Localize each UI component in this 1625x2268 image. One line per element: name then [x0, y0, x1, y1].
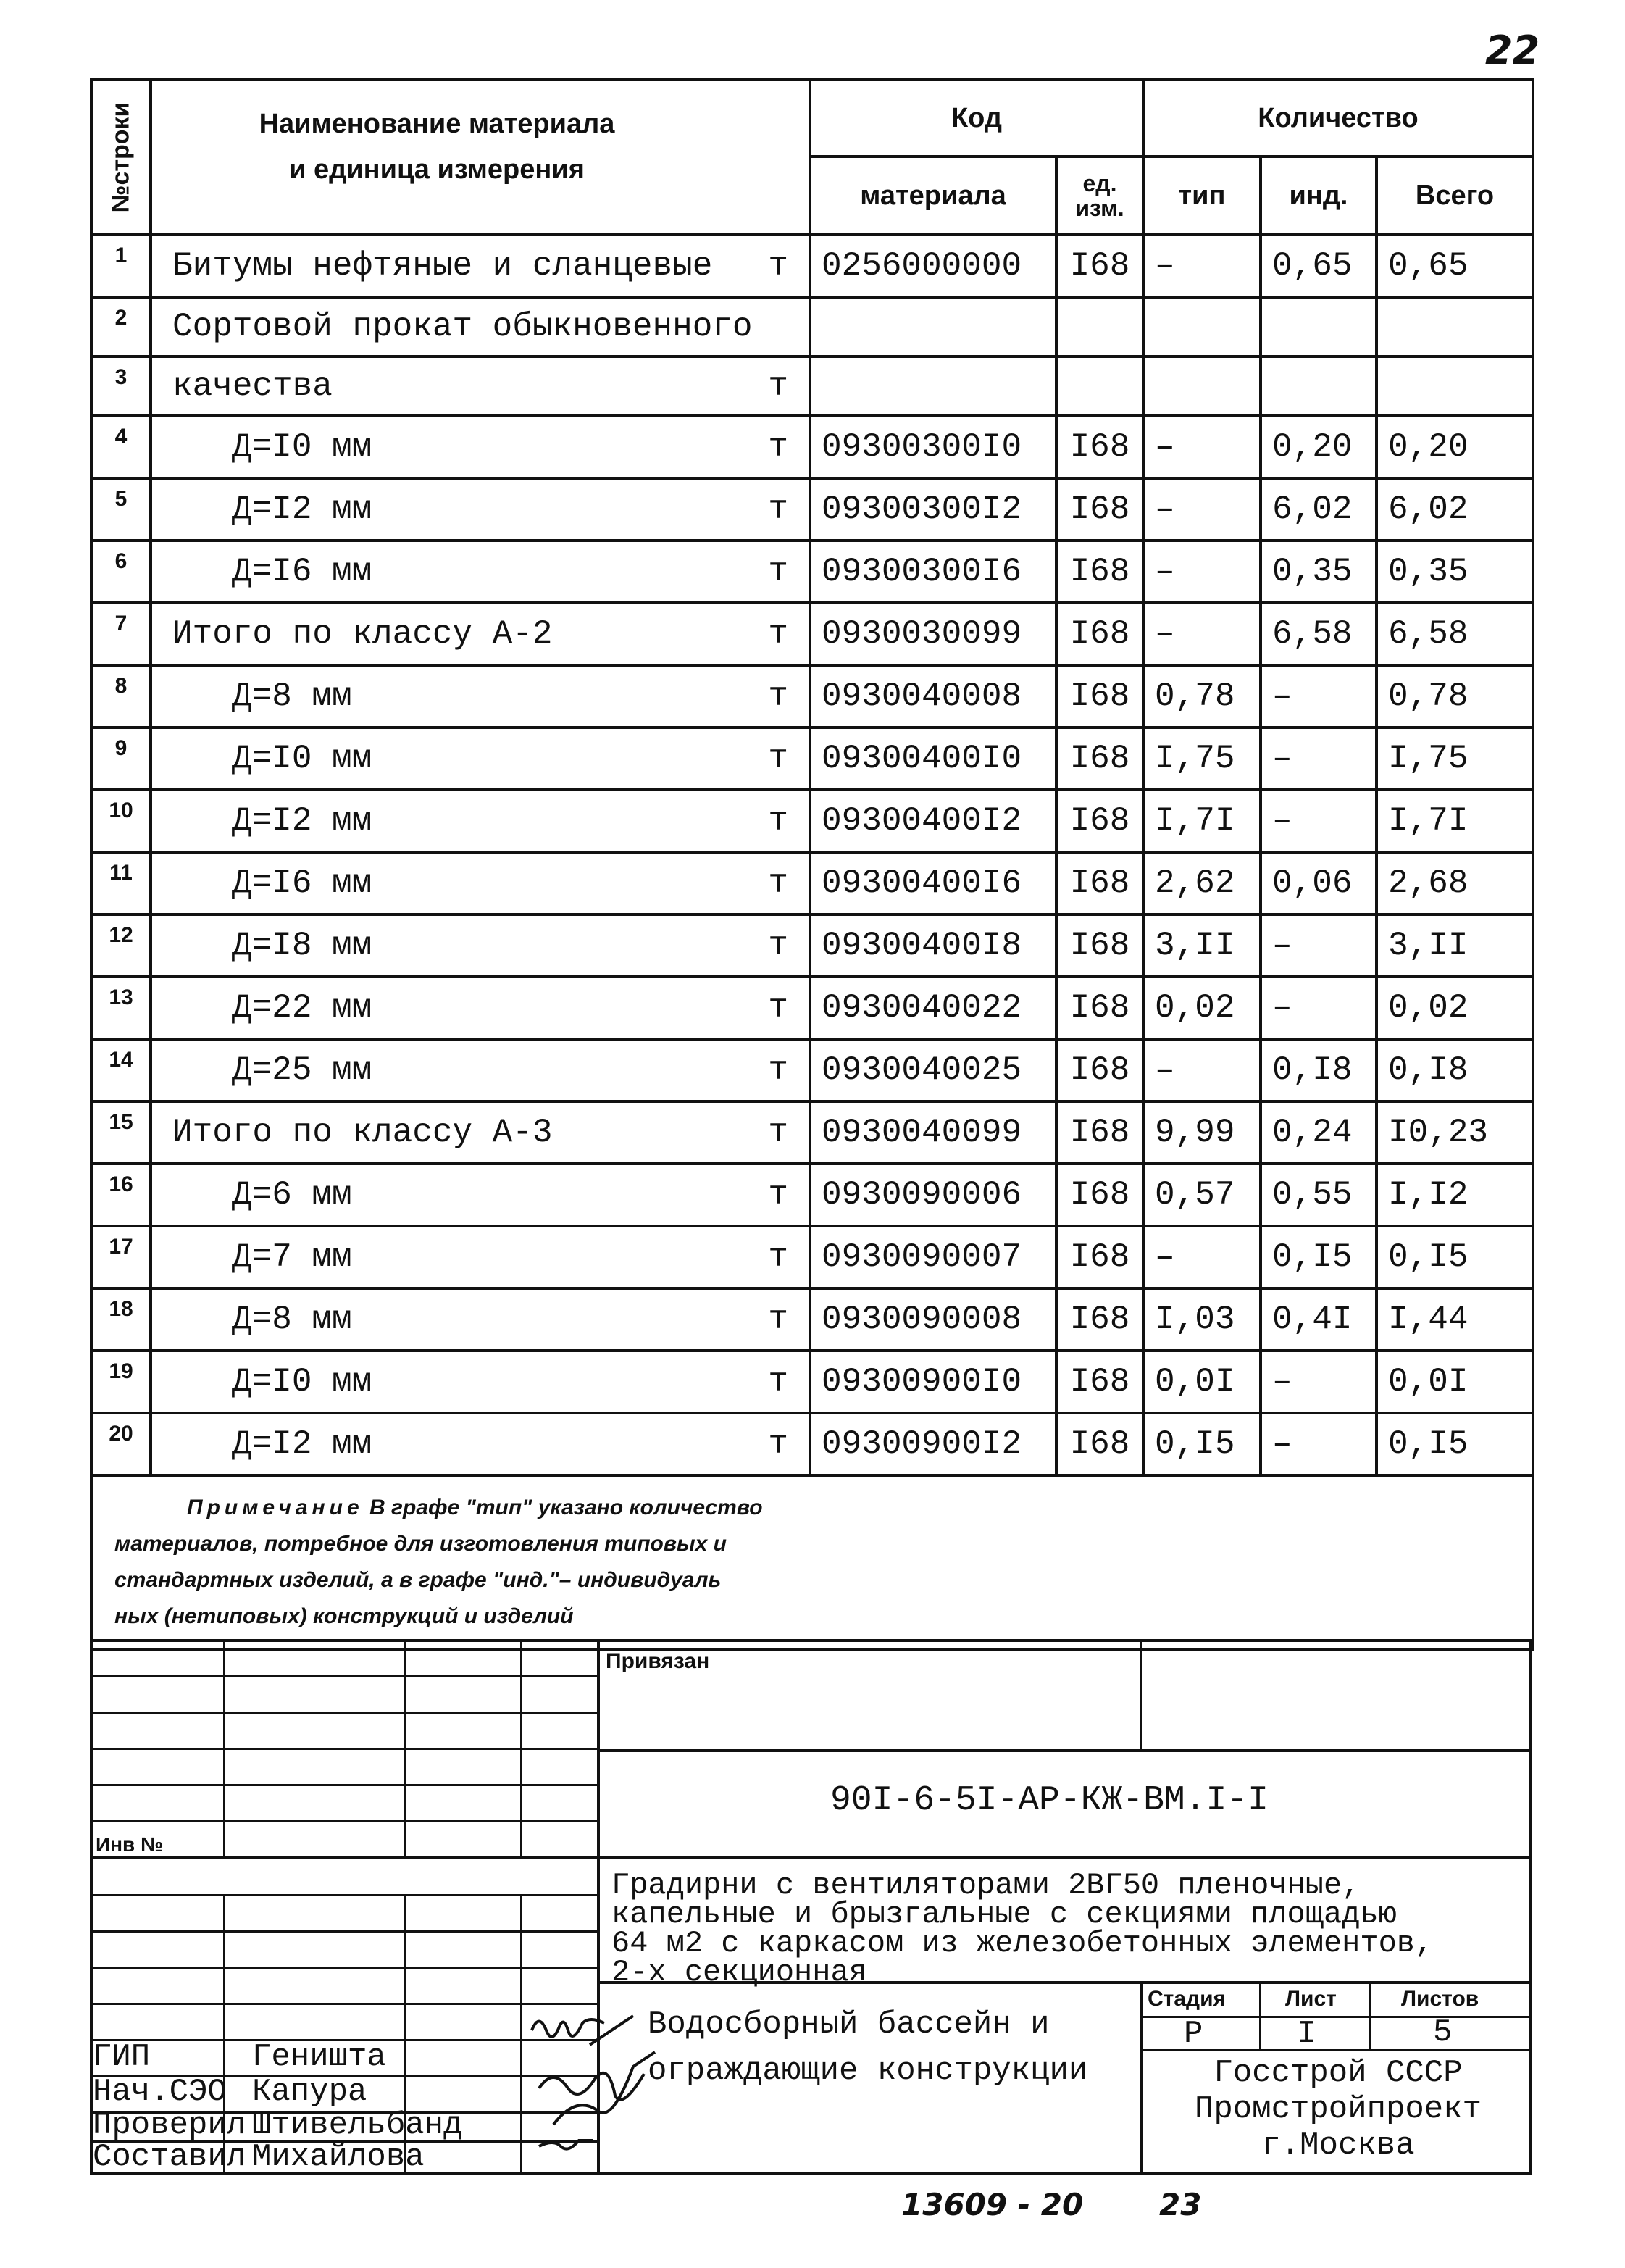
material-name: Итого по классу А-3 [172, 1114, 553, 1151]
note-row [91, 1475, 1533, 1649]
material-code: 0256000000 [810, 235, 1056, 297]
individual-qty: 6,02 [1261, 478, 1377, 541]
unit-of-measure: т [768, 615, 788, 653]
unit-of-measure: т [768, 367, 788, 405]
material-name: Д=6 мм [232, 1176, 352, 1214]
person-name: Капура [252, 2074, 367, 2110]
unit-code: I68 [1056, 790, 1143, 852]
unit-code: I68 [1056, 665, 1143, 727]
bound-label: Привязан [606, 1649, 710, 1673]
material-name: Д=8 мм [232, 678, 352, 715]
individual-qty: 0,24 [1261, 1101, 1377, 1164]
person-name: Михайлова [252, 2139, 425, 2175]
material-name: Д=I6 мм [232, 864, 372, 902]
total-qty: 0,65 [1377, 235, 1533, 297]
unit-of-measure: т [768, 802, 788, 840]
unit-of-measure: т [768, 428, 788, 466]
typical-qty: 9,99 [1143, 1101, 1261, 1164]
archive-number: 13609 - 20 [901, 2187, 1084, 2222]
sheet-title: Водосборный бассейн и ограждающие конструкции [648, 2006, 1088, 2089]
unit-of-measure: т [768, 1363, 788, 1401]
person-role: Составил [93, 2139, 246, 2175]
material-name-cell [151, 665, 810, 727]
material-code [810, 357, 1056, 416]
table-row [91, 541, 1533, 603]
person-name: Штивельбанд [252, 2107, 463, 2143]
unit-code: I68 [1056, 603, 1143, 665]
stage-label: Стадия [1148, 1987, 1227, 2011]
sheet-label: Лист [1285, 1987, 1337, 2011]
total-qty: 0,02 [1377, 977, 1533, 1039]
row-number: 14 [91, 1039, 151, 1101]
unit-code: I68 [1056, 1164, 1143, 1226]
material-name: Д=I0 мм [232, 740, 372, 777]
material-code: 0930090008 [810, 1288, 1056, 1351]
row-number: 13 [91, 977, 151, 1039]
material-code: 0930040025 [810, 1039, 1056, 1101]
typical-qty: 0,0I [1143, 1351, 1261, 1413]
individual-qty: – [1261, 727, 1377, 790]
signatures [409, 2001, 713, 2175]
table-row [91, 727, 1533, 790]
unit-of-measure: т [768, 989, 788, 1027]
material-code: 09300400I6 [810, 852, 1056, 914]
material-code: 09300900I0 [810, 1351, 1056, 1413]
note-label: Примечание [187, 1496, 364, 1519]
individual-qty: 0,65 [1261, 235, 1377, 297]
typical-qty: – [1143, 416, 1261, 478]
material-code: 0930090006 [810, 1164, 1056, 1226]
row-number: 19 [91, 1351, 151, 1413]
note [91, 1475, 1533, 1649]
unit-of-measure: т [768, 1301, 788, 1338]
typical-qty: – [1143, 478, 1261, 541]
unit-of-measure: т [768, 1176, 788, 1214]
material-name-cell [151, 235, 810, 297]
unit-code: I68 [1056, 416, 1143, 478]
table-row [91, 297, 1533, 357]
footer-page-number: 23 [1159, 2187, 1202, 2222]
total-qty: 0,35 [1377, 541, 1533, 603]
table-row [91, 665, 1533, 727]
unit-code: I68 [1056, 478, 1143, 541]
individual-header: инд. [1261, 157, 1377, 235]
material-name: Д=7 мм [232, 1238, 352, 1276]
material-name-cell [151, 1226, 810, 1288]
material-code: 09300900I2 [810, 1413, 1056, 1475]
unit-code: I68 [1056, 541, 1143, 603]
material-name: Д=25 мм [232, 1051, 372, 1089]
material-name: Битумы нефтяные и сланцевые [172, 247, 713, 285]
sheets-value: 5 [1433, 2014, 1453, 2051]
row-number: 15 [91, 1101, 151, 1164]
inventory-label: Инв № [96, 1833, 164, 1856]
material-name: качества [172, 367, 333, 405]
unit-of-measure: т [768, 864, 788, 902]
typical-qty: – [1143, 1039, 1261, 1101]
total-qty: I,44 [1377, 1288, 1533, 1351]
unit-code: I68 [1056, 1351, 1143, 1413]
total-qty [1377, 297, 1533, 357]
material-name-cell [151, 852, 810, 914]
individual-qty: 6,58 [1261, 603, 1377, 665]
table-row [91, 1039, 1533, 1101]
total-qty: 6,02 [1377, 478, 1533, 541]
unit-of-measure: т [768, 247, 788, 285]
table-row [91, 914, 1533, 977]
total-qty: 2,68 [1377, 852, 1533, 914]
individual-qty [1261, 357, 1377, 416]
organization: Госстрой СССР Промстройпроект г.Москва [1194, 2055, 1482, 2164]
material-code: 09300300I2 [810, 478, 1056, 541]
table-row [91, 1226, 1533, 1288]
material-name: Итого по классу А-2 [172, 615, 553, 653]
row-number: 3 [91, 357, 151, 416]
individual-qty: – [1261, 977, 1377, 1039]
row-number: 2 [91, 297, 151, 357]
material-code: 0930030099 [810, 603, 1056, 665]
material-code [810, 297, 1056, 357]
row-number: 12 [91, 914, 151, 977]
individual-qty: 0,06 [1261, 852, 1377, 914]
individual-qty: 0,20 [1261, 416, 1377, 478]
material-name-cell [151, 357, 810, 416]
total-qty [1377, 357, 1533, 416]
row-number: 8 [91, 665, 151, 727]
unit-code: I68 [1056, 1288, 1143, 1351]
table-row [91, 235, 1533, 297]
unit-of-measure: т [768, 553, 788, 591]
table-row [91, 357, 1533, 416]
total-qty: 0,20 [1377, 416, 1533, 478]
material-name: Д=I6 мм [232, 553, 372, 591]
material-name: Д=I0 мм [232, 1363, 372, 1401]
material-name-cell [151, 977, 810, 1039]
row-number: 18 [91, 1288, 151, 1351]
table-row [91, 1413, 1533, 1475]
material-code: 0930090007 [810, 1226, 1056, 1288]
unit-code [1056, 357, 1143, 416]
material-code: 09300400I0 [810, 727, 1056, 790]
unit-code: I68 [1056, 1413, 1143, 1475]
typical-qty: 0,02 [1143, 977, 1261, 1039]
material-name: Д=8 мм [232, 1301, 352, 1338]
typical-qty: – [1143, 603, 1261, 665]
individual-qty [1261, 297, 1377, 357]
material-name-cell [151, 1351, 810, 1413]
individual-qty: – [1261, 665, 1377, 727]
typical-qty: 3,II [1143, 914, 1261, 977]
material-name-cell [151, 1413, 810, 1475]
material-name-cell [151, 727, 810, 790]
row-number: 1 [91, 235, 151, 297]
row-number: 7 [91, 603, 151, 665]
material-name-cell [151, 297, 810, 357]
material-name: Д=I0 мм [232, 428, 372, 466]
unit-code: I68 [1056, 914, 1143, 977]
table-row [91, 977, 1533, 1039]
table-row [91, 1101, 1533, 1164]
material-name-cell [151, 478, 810, 541]
note-text: ных (нетиповых) конструкций и изделий [114, 1604, 574, 1628]
table-row [91, 852, 1533, 914]
total-qty: 0,I5 [1377, 1226, 1533, 1288]
typical-qty [1143, 297, 1261, 357]
material-name: Д=I2 мм [232, 491, 372, 528]
table-row [91, 1288, 1533, 1351]
material-code-header: материала [810, 157, 1056, 235]
material-code: 0930040099 [810, 1101, 1056, 1164]
typical-qty: – [1143, 541, 1261, 603]
row-number: 6 [91, 541, 151, 603]
table-row [91, 1351, 1533, 1413]
typical-qty: I,7I [1143, 790, 1261, 852]
material-code: 09300400I8 [810, 914, 1056, 977]
row-number: 4 [91, 416, 151, 478]
material-name-cell [151, 416, 810, 478]
material-name: Д=I2 мм [232, 802, 372, 840]
typical-header: тип [1143, 157, 1261, 235]
row-number: 20 [91, 1413, 151, 1475]
row-number: 17 [91, 1226, 151, 1288]
material-name: Д=I8 мм [232, 927, 372, 964]
material-name-cell [151, 1039, 810, 1101]
unit-code: I68 [1056, 977, 1143, 1039]
total-qty: 0,I5 [1377, 1413, 1533, 1475]
unit-code: I68 [1056, 235, 1143, 297]
typical-qty: I,03 [1143, 1288, 1261, 1351]
note-text: В графе "тип" указано количество [369, 1496, 763, 1519]
sheet-value: I [1297, 2016, 1316, 2052]
material-name-cell [151, 914, 810, 977]
unit-code [1056, 297, 1143, 357]
row-number: 16 [91, 1164, 151, 1226]
row-number: 11 [91, 852, 151, 914]
total-qty: I,7I [1377, 790, 1533, 852]
person-role: Нач.СЭО [93, 2074, 227, 2110]
material-code: 09300400I2 [810, 790, 1056, 852]
total-qty: 3,II [1377, 914, 1533, 977]
individual-qty: – [1261, 1351, 1377, 1413]
material-name-cell [151, 1288, 810, 1351]
unit-of-measure: т [768, 740, 788, 777]
person-role: Проверил [93, 2107, 246, 2143]
total-header: Всего [1377, 157, 1533, 235]
page-number: 22 [1485, 28, 1540, 73]
individual-qty: 0,I5 [1261, 1226, 1377, 1288]
material-name: Д=22 мм [232, 989, 372, 1027]
typical-qty: – [1143, 1226, 1261, 1288]
document-code: 90I-6-5I-АР-КЖ-ВМ.I-I [830, 1781, 1269, 1820]
material-name-cell [151, 541, 810, 603]
individual-qty: – [1261, 914, 1377, 977]
note-text: стандартных изделий, а в графе "инд."– индивидуаль [114, 1568, 722, 1592]
title-block [90, 1639, 1532, 2175]
quantity-header: Количество [1143, 80, 1533, 157]
unit-of-measure: т [768, 1425, 788, 1463]
material-code: 0930040008 [810, 665, 1056, 727]
sheets-label: Листов [1401, 1987, 1479, 2011]
typical-qty: 0,57 [1143, 1164, 1261, 1226]
unit-of-measure: т [768, 1051, 788, 1089]
typical-qty: 2,62 [1143, 852, 1261, 914]
code-header: Код [810, 80, 1143, 157]
material-name-cell [151, 790, 810, 852]
individual-qty: 0,55 [1261, 1164, 1377, 1226]
typical-qty: 0,I5 [1143, 1413, 1261, 1475]
individual-qty: – [1261, 1413, 1377, 1475]
person-role: ГИП [93, 2039, 151, 2075]
note-text: материалов, потребное для изготовления типовых и [114, 1532, 727, 1556]
material-name-cell [151, 1101, 810, 1164]
total-qty: I,I2 [1377, 1164, 1533, 1226]
material-name: Сортовой прокат обыкновенного [172, 308, 753, 346]
unit-of-measure: т [768, 1238, 788, 1276]
unit-of-measure: т [768, 491, 788, 528]
table-row [91, 790, 1533, 852]
total-qty: 0,78 [1377, 665, 1533, 727]
unit-of-measure: т [768, 678, 788, 715]
typical-qty [1143, 357, 1261, 416]
total-qty: 6,58 [1377, 603, 1533, 665]
row-number-header: №строки [91, 80, 151, 235]
material-name-cell [151, 603, 810, 665]
row-number: 9 [91, 727, 151, 790]
unit-code: I68 [1056, 1101, 1143, 1164]
name-header: Наименование материала и единица измерения [151, 80, 810, 235]
individual-qty: 0,I8 [1261, 1039, 1377, 1101]
total-qty: 0,0I [1377, 1351, 1533, 1413]
project-title: Градирни с вентиляторами 2ВГ50 пленочные, капельные и брызгальные с секциями площадью 64 м2 с каркасом из железобетонных элементов, 2-х секционная [611, 1868, 1434, 1990]
individual-qty: – [1261, 790, 1377, 852]
material-name-cell [151, 1164, 810, 1226]
material-spec-table [90, 78, 1534, 1651]
total-qty: I,75 [1377, 727, 1533, 790]
row-number: 10 [91, 790, 151, 852]
table-header-row-1 [91, 80, 1533, 157]
material-name: Д=I2 мм [232, 1425, 372, 1463]
person-name: Геништа [252, 2039, 386, 2075]
total-qty: I0,23 [1377, 1101, 1533, 1164]
unit-of-measure: т [768, 1114, 788, 1151]
unit-code: I68 [1056, 852, 1143, 914]
material-code: 09300300I6 [810, 541, 1056, 603]
material-code: 0930040022 [810, 977, 1056, 1039]
table-row [91, 1164, 1533, 1226]
individual-qty: 0,4I [1261, 1288, 1377, 1351]
unit-code: I68 [1056, 727, 1143, 790]
individual-qty: 0,35 [1261, 541, 1377, 603]
unit-code: I68 [1056, 1226, 1143, 1288]
unit-code: I68 [1056, 1039, 1143, 1101]
typical-qty: – [1143, 235, 1261, 297]
stage-value: Р [1184, 2016, 1203, 2052]
total-qty: 0,I8 [1377, 1039, 1533, 1101]
table-row [91, 478, 1533, 541]
unit-of-measure: т [768, 927, 788, 964]
table-row [91, 603, 1533, 665]
typical-qty: I,75 [1143, 727, 1261, 790]
typical-qty: 0,78 [1143, 665, 1261, 727]
unit-code-header: ед. изм. [1056, 157, 1143, 235]
row-number: 5 [91, 478, 151, 541]
material-code: 09300300I0 [810, 416, 1056, 478]
table-row [91, 416, 1533, 478]
